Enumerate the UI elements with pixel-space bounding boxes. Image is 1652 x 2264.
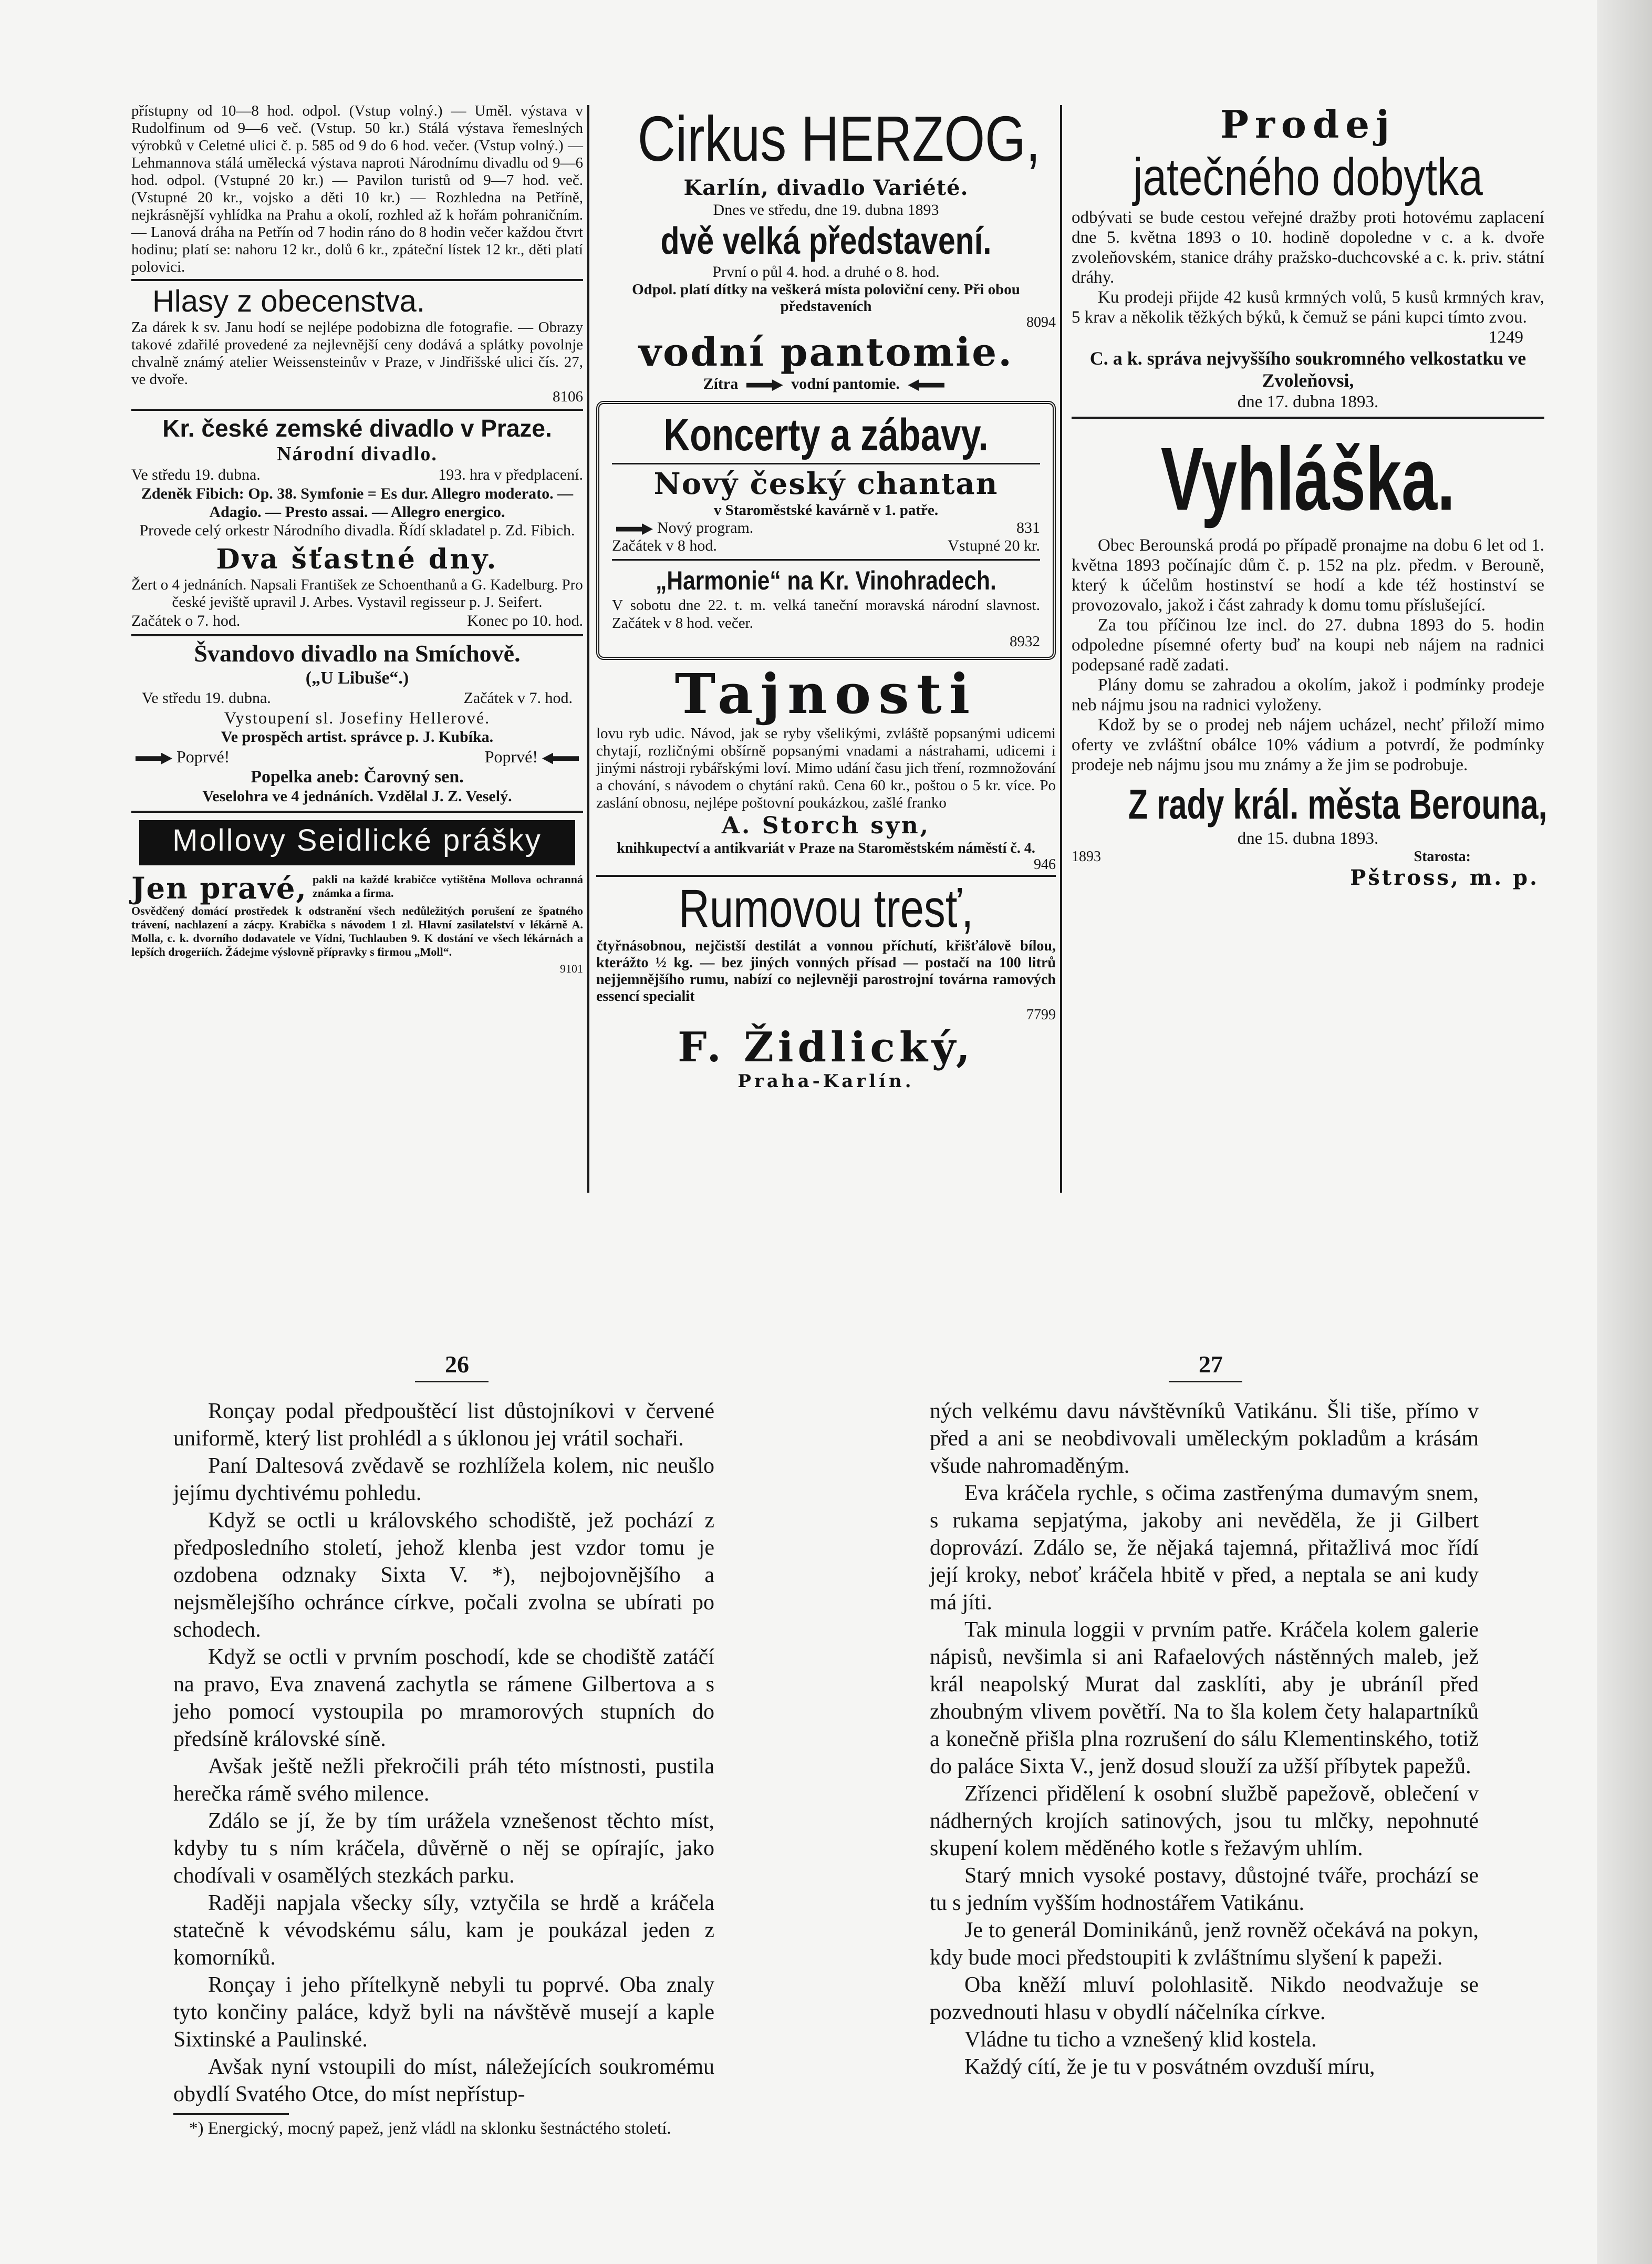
moll-banner — [139, 820, 575, 865]
prodej-p1: odbývati se bude cestou veřejné dražby proti hotovému zaplacení dne 5. května 1893 o 10. hodině dopoledne v c. a k. dvoře zvoleňovském, stanice dráhy pražsko-duchcovské a c. k. priv. státní dráhy. — [1072, 208, 1544, 287]
hlasy-title: Hlasy z obecenstva. — [152, 284, 425, 318]
prodej-number: 1249 — [1489, 328, 1523, 347]
column-2 — [596, 102, 1056, 1092]
harmonie-title: „Harmonie“ na Kr. Vinohradech. — [656, 566, 996, 595]
vyhlaska-p3: Plány domu se zahradou a okolím, jakož i podmínky prodeje neb nájmu jsou na radnici vyloženy. — [1072, 676, 1544, 715]
chantan-where: v Staroměstské kavárně v 1. patře. — [713, 502, 939, 519]
tajnosti-title: Tajnosti — [674, 661, 978, 726]
pointing-hand-icon — [908, 379, 944, 391]
dva-start: Začátek o 7. hod. — [131, 612, 241, 629]
paragraph: Avšak nyní vstoupili do míst, náležejících soukromému obydlí Svatého Otce, do míst nepřístup- — [173, 2055, 714, 2106]
page-number-right-rule — [1169, 1381, 1242, 1382]
zitra-label: Zítra — [703, 375, 739, 392]
paragraph: Starý mnich vysoké postavy, důstojné tváře, prochází se tu s jedním vyšším hodnostářem Vatikánu. — [930, 1864, 1479, 1915]
harmonie-text: V sobotu dne 22. t. m. velká taneční moravská národní slavnost. Začátek v 8 hod. večer. — [612, 597, 1040, 632]
moll-jen: Jen pravé, — [131, 871, 307, 906]
book-page-right-text — [930, 1398, 1479, 2081]
cirkus-date: Dnes ve středu, dne 19. dubna 1893 — [713, 201, 939, 219]
paragraph: Když se octli u královského schodiště, jež pochází z předposledního století, jehož klenba jest vzdor tomu je ozdobena odznaky Sixta V. *), nejbojovnějšího a nejsmělejšího ochránce církve, počali zvolna se ubírati po schodech. — [173, 1508, 714, 1642]
page-number-left-rule — [415, 1381, 489, 1382]
hlasy-number: 8106 — [553, 388, 583, 405]
svand-date: Ve středu 19. dubna. — [142, 689, 271, 707]
paragraph: Ronçay i jeho přítelkyně nebyli tu poprvé. Oba znaly tyto končiny paláce, když byli na návštěvě musejí a kaple Sixtinské a Paulinské. — [173, 1973, 714, 2052]
rum-title: Rumovou tresť, — [678, 878, 974, 938]
vyhlaska-p2: Za tou příčinou lze incl. do 27. dubna 1893 do 5. hodin odpoledne písemné oferty buď na koupi neb nájem na radnici podepsané radě zadati. — [1072, 616, 1544, 675]
rum-number: 7799 — [1026, 1007, 1056, 1023]
svand-title: Švandovo divadlo na Smíchově. — [194, 640, 521, 667]
storch-number: 946 — [1034, 856, 1056, 873]
cirkus-place: Karlín, divadlo Variété. — [683, 175, 969, 200]
page-edge-shadow — [1597, 0, 1652, 2264]
koncerty-title: Koncerty a zábavy. — [663, 410, 989, 460]
harmonie-number: 8932 — [1010, 633, 1040, 650]
column-1 — [131, 102, 583, 978]
zitra-text: vodní pantomie. — [791, 375, 900, 392]
paragraph: Oba kněží mluví polohlasitě. Nikdo neodvažuje se pozvednouti hlasu v obydlí náčelníka církve. — [930, 1973, 1479, 2024]
moll-number: 9101 — [560, 962, 583, 975]
prodej-title: Prodej — [1220, 102, 1396, 147]
zrady-date: dne 15. dubna 1893. — [1237, 829, 1379, 848]
paragraph: Když se octli v prvním poschodí, kde se chodiště zatáčí na pravo, Eva znavená zachytla se rámene Gilbertova a s jeho pomocí vystoupila po mramorových stupních do předsíně královské síně. — [173, 1645, 714, 1751]
zemske-subtitle: Národní divadlo. — [277, 443, 438, 465]
paragraph: Paní Daltesová zvědavě se rozhlížela kolem, nic neušlo jejímu dychtivému pohledu. — [173, 1454, 714, 1505]
chantan-start: Začátek v 8 hod. — [612, 537, 717, 554]
zemske-title: Kr. české zemské divadlo v Praze. — [162, 415, 552, 442]
cirkus-times: První o půl 4. hod. a druhé o 8. hod. — [712, 263, 940, 281]
zemske-date: Ve středu 19. dubna. — [131, 466, 261, 483]
pointing-hand-icon — [136, 753, 172, 764]
book-page-right — [930, 1398, 1479, 2081]
pointing-hand-icon — [746, 379, 783, 391]
zidlicky-place: Praha-Karlín. — [737, 1071, 915, 1092]
svand-play-sub: Veselohra ve 4 jednáních. Vzdělal J. Z. Veselý. — [202, 788, 512, 805]
chantan-program: Nový program. — [657, 519, 754, 536]
zrady-number: 1893 — [1072, 849, 1101, 865]
prodej-p2: Ku prodeji přijde 42 kusů krmných volů, 5 kusů krmných krav, 5 krav a několik těžkých býků, k čemuž se páni kupci tímto zvou. — [1072, 288, 1544, 327]
rum-text: čtyřnásobnou, nejčistší destilát a vonnou příchutí, křišťálově bílou, kterážto ½ kg. — bez jiných vonných přísad — postačí na 100 litrů nejjemnějšího rumu, nabízí co nejlevněji parostrojní továrna ramových essencí specialit — [596, 938, 1056, 1005]
paragraph: Je to generál Dominikánů, jenž rovněž očekává na pokyn, kdy bude moci předstoupiti k zvláštnímu slyšení k papeži. — [930, 1918, 1479, 1970]
footnote-rule — [173, 2113, 289, 2115]
paragraph: Zdálo se jí, že by tím urážela vznešenost těchto míst, kdyby tu s ním kráčela, důvěrně o něj se opírajíc, jako chodívali v osamělých stezkách parku. — [173, 1809, 714, 1888]
vyhlaska-title: Vyhláška. — [1160, 429, 1456, 529]
svand-play: Popelka aneb: Čarovný sen. — [251, 767, 464, 787]
paragraph: Eva kráčela rychle, s očima zastřenýma dumavým snem, s rukama sepjatýma, jakoby ani nevěděla, že ji Gilbert doprovází. Zdálo se, že nějaká tajemná, přitažlivá moc řídí její kroky, neboť kráčela hbitě v před, a neptala se ani kudy má jíti. — [930, 1481, 1479, 1615]
page-number-left — [425, 1350, 489, 1378]
zemske-program: Zdeněk Fibich: Op. 38. Symfonie = Es dur. Allegro moderato. — Adagio. — Presto assai. — Allegro energico. — [141, 485, 574, 521]
vyhlaska-p4: Kdož by se o prodej neb nájem ucházel, nechť přiloží mimo oferty ve zvláštní obálce 10% vádium a potvrdí, že podmínky prodeje neb nájmu jsou mu známy a že jim se podrobuje. — [1072, 716, 1544, 774]
footnote: *) Energický, mocný papež, jenž vládl na sklonku šestnáctého století. — [189, 2119, 671, 2138]
sprava-date: dne 17. dubna 1893. — [1237, 392, 1379, 411]
column-3 — [1072, 102, 1547, 891]
paragraph: Vládne tu ticho a vznešený klid kostela. — [964, 2028, 1317, 2052]
book-page-left — [173, 1398, 714, 2139]
intro-text: přístupny od 10—8 hod. odpol. (Vstup volný.) — Uměl. výstava v Rudolfinum od 9—6 več. (Vstup. 50 kr.) Stálá výstava řemeslných výrobků v Celetné ulici č. p. 585 od 9 do 6 hod. večer. (Vstup volný.) — Lehmannova stálá umělecká výstava naproti Národnímu divadlu od 9—6 hod. odpol. (Vstupné 20 kr.) — Pavilon turistů od 9—7 hod. več. (Vstupné 20 kr., vojsko a děti 10 kr.) — Rozhledna na Petříně, nejkrásnější vyhlídka na Prahu a okolí, rozhled až k hořám pohraničním. — Lanová dráha na Petřín od 7 hodin ráno do 8 hodin večer každou čtvrt hodinu; platí se: nahoru 12 kr., dolů 6 kr., zpáteční lístek 12 kr., děti platí polovici. — [131, 102, 583, 275]
vyhlaska-p1: Obec Berounská prodá po případě pronajme na dobu 6 let od 1. května 1893 počínajíc dům č. p. 152 na plz. předm. v Berouně, který k účelům hostinství se hodí a kde též hostinství se provozovalo, jakož i část zahrady k domu tomu příslušející. — [1072, 536, 1544, 615]
paragraph: ných velkému davu návštěvníků Vatikánu. Šli tiše, přímo v před a ani se neobdivovali uměleckým pokladům a krásám všude nahromaděným. — [930, 1399, 1479, 1478]
chantan-number: 831 — [1016, 519, 1040, 536]
svand-benefit: Ve prospěch artist. správce p. J. Kubíka. — [221, 728, 494, 746]
moll-text: Osvědčený domácí prostředek k odstranění všech nedůležitých porušení ze špatného trávení, nachlazení a zácpy. Krabička s návodem 1 zl. Hlavní zasilatelství v lékárně A. Molla, c. k. dvorního dodavatele ve Vídni, Tuchlauben 9. K dostání ve všech lékárnách a lepších drogeriích. Žádejme výslovně přípravky s firmou „Moll“. — [131, 904, 583, 958]
book-page-left-text — [173, 1398, 714, 2108]
paragraph: Raději napjala všecky síly, vztyčila se hrdě a kráčela statečně k vévodskému sálu, kam je poukázal jeden z komorníků. — [173, 1891, 714, 1970]
chantan-title: Nový český chantan — [653, 467, 999, 501]
sprava-text: C. a k. správa nejvyššího soukromného velkostatku ve Zvoleňovsi, — [1089, 348, 1526, 391]
page-number-right-text: 27 — [1199, 1351, 1223, 1378]
moll-title: Mollovy Seidlické prášky — [172, 823, 542, 857]
dva-text: Žert o 4 jednáních. Napsali František ze Schoenthanů a G. Kadelburg. Pro české jeviště upravil J. Arbes. Vystavil regisseur p. J. Seifert. — [131, 576, 583, 611]
chantan-price: Vstupné 20 kr. — [948, 537, 1040, 554]
page-number-right — [1179, 1350, 1242, 1378]
svand-performer: Vystoupení sl. Josefiny Hellerové. — [224, 708, 491, 727]
dva-end: Konec po 10. hod. — [467, 612, 583, 629]
starosta-label: Starosta: — [1414, 849, 1471, 865]
paragraph: Ronçay podal předpouštěcí list důstojníkovi v červené uniformě, který list prohlédl a s úklonou jej vrátil sochaři. — [173, 1399, 714, 1451]
zidlicky-name: F. Židlický, — [678, 1024, 974, 1071]
paragraph: Avšak ještě nežli překročili práh této místnosti, pustila herečka rámě svého milence. — [173, 1754, 714, 1806]
ptross-signature: Pštross, m. p. — [1350, 865, 1539, 890]
jatecneho-title: jatečného dobytka — [1133, 148, 1483, 206]
cirkus-title: Cirkus HERZOG, — [637, 103, 1041, 174]
zemske-hra: 193. hra v předplacení. — [438, 466, 583, 483]
vodni-pantomime: vodní pantomie. — [638, 330, 1014, 375]
storch-name: A. Storch syn, — [721, 812, 931, 839]
zemske-orchestra: Provede celý orkestr Národního divadla. Řídí skladatel p. Zd. Fibich. — [139, 522, 575, 539]
storch-address: knihkupectví a antikvariát v Praze na Staroměstském náměstí č. 4. — [617, 840, 1035, 856]
pointing-hand-icon — [616, 523, 653, 535]
svand-poprve-1: Poprvé! — [176, 747, 230, 766]
hlasy-text: Za dárek k sv. Janu hodí se nejlépe podobizna dle fotografie. — Obrazy takové zdařilé provedené za nejlevnější ceny dodává a splátky povolnje chvalně známý atelier Weissensteinův v Praze, v Jindřišské ulici čís. 27, ve dvoře. — [131, 319, 583, 388]
moll-side: pakli na každé krabičce vytištěna Mollova ochranná známka a firma. — [312, 873, 583, 900]
paragraph: Tak minula loggii v prvním patře. Kráčela kolem galerie nápisů, nevšimla si ani Rafaelových nástěnných maleb, jež král neapolský Murat dal zasklíti, aby je ubráníl před zhoubným vlivem povětří. Na to šla kolem čety halapartníků a konečně přišla plna rozrušení do sálu Klementinského, totiž do paláce Sixta V., jenž dosud slouží za užší příbytek papežů. — [930, 1618, 1479, 1779]
paragraph: Zřízenci přidělení k osobní službě papežově, oblečení v nádherných krojích satinových, jsou tu mlčky, nepohnuté skupení kolem měděného kotle s řežavým uhlím. — [930, 1782, 1479, 1860]
pointing-hand-icon — [542, 753, 579, 764]
svand-subtitle: („U Libuše“.) — [305, 668, 409, 688]
svand-start: Začátek v 7. hod. — [463, 689, 573, 707]
paragraph: Každý cítí, že je tu v posvátném ovzduší míru, — [964, 2055, 1375, 2079]
zrady-title: Z rady král. města Berouna, — [1128, 781, 1547, 828]
tajnosti-text: lovu ryb udic. Návod, jak se ryby všelikými, zvláště popsanými udicemi chytají, rozličnými obšírně popsanými vnadami a nástrahami, udicemi i jinými nástroji rybářskými loví. Mimo udání času jich tření, rozmnožování a chování, s návodem o chytání raků. Cena 60 kr., poštou o 5 kr. více. Po zaslání obnosu, nejlépe poštovní poukázkou, zašlé franko — [596, 725, 1056, 811]
svand-poprve-2: Poprvé! — [484, 747, 538, 766]
koncerty-box — [596, 401, 1056, 660]
cirkus-big: dvě velká představení. — [660, 220, 992, 262]
page-number-left-text: 26 — [445, 1351, 469, 1378]
dva-title: Dva šťastné dny. — [216, 543, 498, 575]
cirkus-number: 8094 — [1026, 314, 1056, 330]
cirkus-prices: Odpol. platí dítky na veškerá místa poloviční ceny. Při obou představeních — [632, 281, 1020, 315]
